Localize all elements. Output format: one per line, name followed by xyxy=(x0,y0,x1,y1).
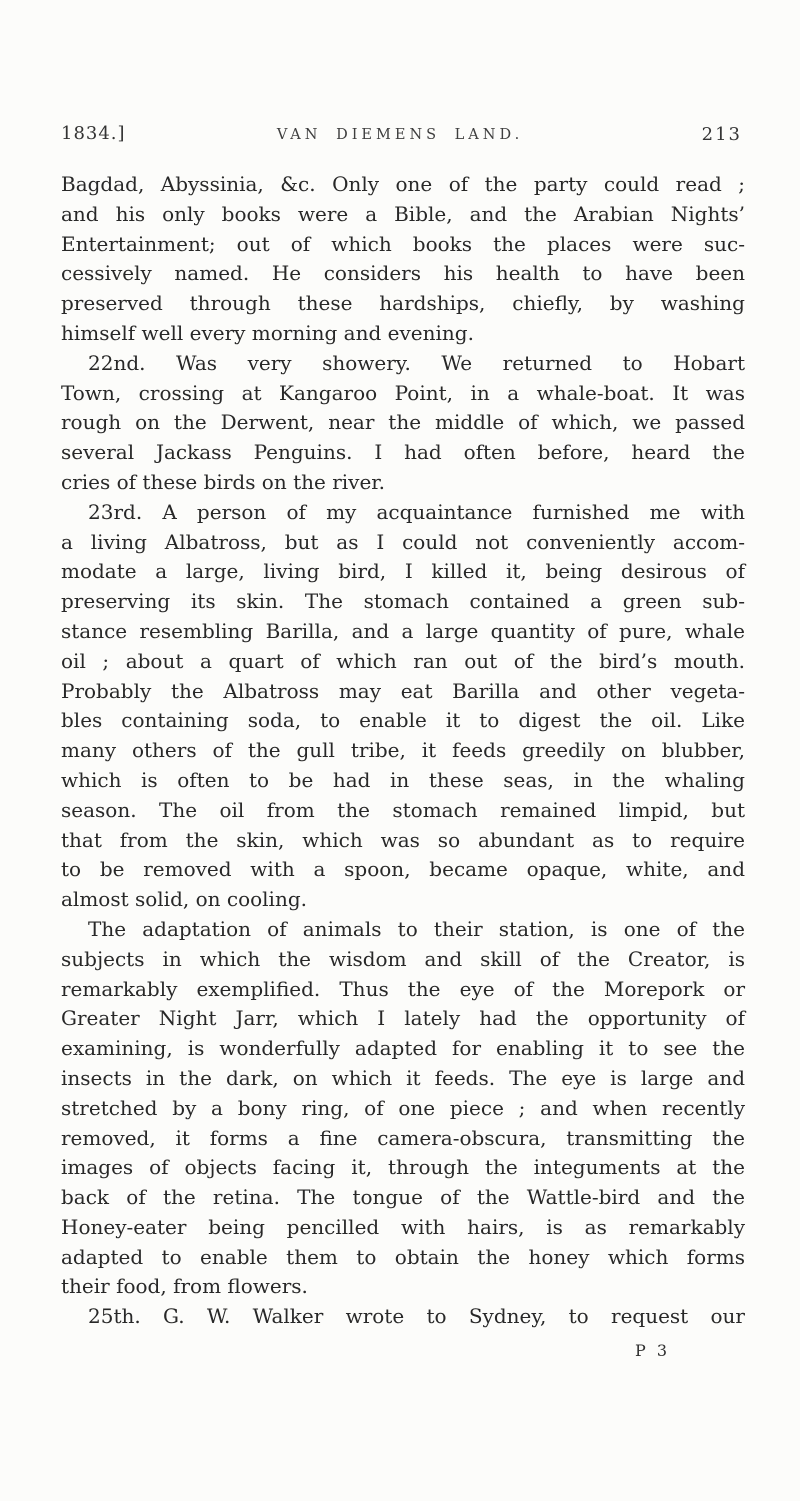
text-line: images of objects facing it, through the integuments at the xyxy=(61,1155,745,1180)
paragraph xyxy=(61,349,745,498)
paragraph xyxy=(61,498,745,915)
text-line: oil ; about a quart of which ran out of the bird’s mouth. xyxy=(61,648,745,673)
text-line: 25th. G. W. Walker wrote to Sydney, to request our xyxy=(88,1304,745,1329)
text-line: insects in the dark, on which it feeds. The eye is large and xyxy=(61,1065,745,1090)
text-line: which is often to be had in these seas, in the whaling xyxy=(61,767,745,792)
text-line: Honey-eater being pencilled with hairs, is as remarkably xyxy=(61,1214,745,1239)
text-line: adapted to enable them to obtain the honey which forms xyxy=(61,1244,745,1269)
text-line: removed, it forms a fine camera-obscura, transmitting the xyxy=(61,1125,745,1150)
text-line: cries of these birds on the river. xyxy=(61,469,386,494)
text-line: to be removed with a spoon, became opaque, white, and xyxy=(61,857,745,882)
text-line: modate a large, living bird, I killed it, being desirous of xyxy=(61,559,745,584)
text-block xyxy=(61,170,745,1332)
running-title: VAN DIEMENS LAND. xyxy=(276,127,524,143)
text-line: preserving its skin. The stomach contained a green sub- xyxy=(61,589,745,614)
header-date: 1834.] xyxy=(61,123,126,144)
text-line: The adaptation of animals to their station, is one of the xyxy=(88,916,745,941)
text-line: subjects in which the wisdom and skill of the Creator, is xyxy=(61,946,745,971)
text-line: himself well every morning and evening. xyxy=(61,320,474,345)
text-line: stretched by a bony ring, of one piece ; and when recently xyxy=(61,1095,745,1120)
page-number: 213 xyxy=(701,124,742,145)
text-line: a living Albatross, but as I could not conveniently accom- xyxy=(61,529,745,554)
text-line: Entertainment; out of which books the places were suc- xyxy=(61,231,745,256)
text-line: Probably the Albatross may eat Barilla and other vegeta- xyxy=(61,678,745,703)
paragraph xyxy=(61,915,745,1302)
text-line: bles containing soda, to enable it to digest the oil. Like xyxy=(61,708,745,733)
text-line: and his only books were a Bible, and the Arabian Nights’ xyxy=(61,201,745,226)
text-line: rough on the Derwent, near the middle of which, we passed xyxy=(61,410,745,435)
text-line: Bagdad, Abyssinia, &c. Only one of the party could read ; xyxy=(61,172,745,196)
text-line: several Jackass Penguins. I had often before, heard the xyxy=(61,440,745,465)
text-line: 23rd. A person of my acquaintance furnished me with xyxy=(88,499,745,524)
text-line: their food, from flowers. xyxy=(61,1274,308,1299)
text-line: many others of the gull tribe, it feeds greedily on blubber, xyxy=(61,738,745,763)
text-line: stance resembling Barilla, and a large quantity of pure, whale xyxy=(61,618,745,643)
paragraph xyxy=(61,170,745,349)
page-header xyxy=(0,123,800,149)
text-line: cessively named. He considers his health to have been xyxy=(61,261,745,286)
text-line: back of the retina. The tongue of the Wattle-bird and the xyxy=(61,1185,745,1210)
signature-mark: P 3 xyxy=(634,1341,670,1360)
text-line: almost solid, on cooling. xyxy=(61,887,307,912)
text-line: preserved through these hardships, chiefly, by washing xyxy=(61,291,745,316)
text-line: examining, is wonderfully adapted for enabling it to see the xyxy=(61,1036,745,1061)
text-line: 22nd. Was very showery. We returned to Hobart xyxy=(88,350,745,375)
text-line: that from the skin, which was so abundant as to require xyxy=(61,827,745,852)
text-line: Town, crossing at Kangaroo Point, in a whale-boat. It was xyxy=(61,380,745,405)
paragraph xyxy=(61,1302,745,1332)
text-line: season. The oil from the stomach remained limpid, but xyxy=(61,797,745,822)
text-line: remarkably exemplified. Thus the eye of the Morepork or xyxy=(61,976,745,1001)
text-line: Greater Night Jarr, which I lately had the opportunity of xyxy=(61,1006,745,1031)
